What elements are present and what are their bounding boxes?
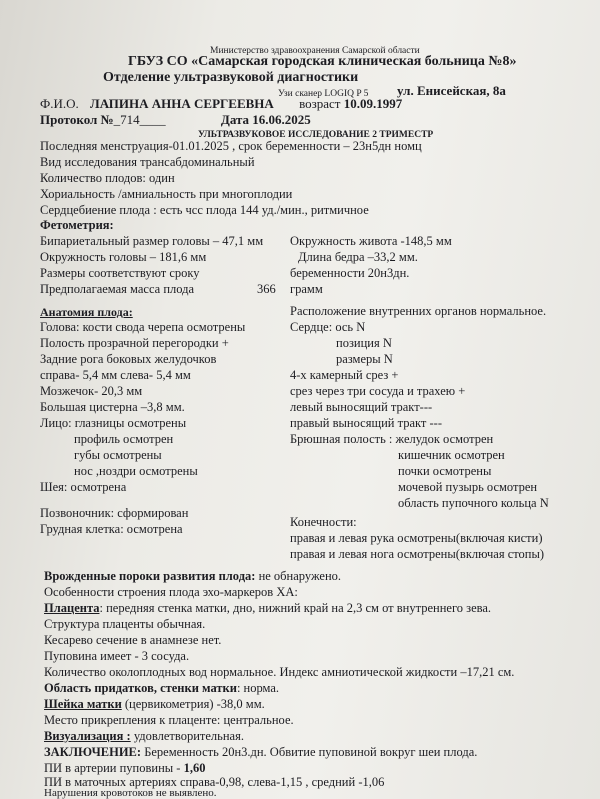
scanner-model: Узи сканер LOGIQ P 5: [278, 89, 369, 99]
patient-line: [40, 97, 402, 111]
placenta-line: [44, 601, 491, 615]
intro-line: Сердцебиение плода : есть чсс плода 144 уд./мин., ритмичное: [40, 203, 369, 217]
cesarean-line: Кесарево сечение в анамнезе нет.: [44, 633, 222, 647]
defects-label: Врожденные пороки развития плода:: [44, 569, 256, 583]
study-date: 16.06.2025: [252, 112, 311, 127]
protocol-number: _714____: [113, 112, 166, 127]
markers-line: Особенности строения плода эхо-маркеров ХА:: [44, 585, 298, 599]
anatomy-left: нос ,ноздри осмотрены: [74, 464, 198, 478]
adnexa-value: : норма.: [236, 681, 280, 695]
age-label: возраст: [299, 96, 341, 111]
intro-line: Хориальность /амниальность при многоплодии: [40, 187, 293, 201]
hospital-name: ГБУЗ СО «Самарская городская клиническая больница №8»: [128, 54, 517, 69]
anatomy-right: 4-х камерный срез +: [290, 368, 399, 382]
fetometry-left: Размеры соответствуют сроку: [40, 266, 200, 280]
anatomy-left: Полость прозрачной перегородки +: [40, 336, 229, 350]
adnexa-line: [44, 681, 279, 695]
anatomy-left: Грудная клетка: осмотрена: [40, 522, 183, 536]
cord-vessels: Пуповина имеет - 3 сосуда.: [44, 649, 190, 663]
cervix-line: [44, 697, 265, 711]
anatomy-left: Мозжечок- 20,3 мм: [40, 384, 143, 398]
protocol-label: Протокол №: [40, 112, 114, 127]
anatomy-right: правая и левая рука осмотрены(включая кисти): [290, 531, 543, 545]
patient-birthdate: 10.09.1997: [343, 96, 403, 111]
fetometry-right: грамм: [290, 282, 323, 296]
defects-line: [44, 569, 341, 583]
protocol-line: [40, 113, 311, 127]
date-label: Дата: [220, 112, 250, 127]
visualization-label: Визуализация :: [44, 729, 131, 743]
conclusion-line: [44, 745, 477, 759]
pi-cord-text: ПИ в артерии пуповины -: [44, 761, 181, 775]
anatomy-title: Анатомия плода:: [40, 305, 133, 319]
intro-line: Последняя менструация-01.01.2025 , срок беременности – 23н5дн номц: [40, 139, 422, 153]
visualization-value: удовлетворительная.: [133, 729, 244, 743]
fetometry-title: Фетометрия:: [40, 218, 114, 232]
anatomy-right: срез через три сосуда и трахею +: [290, 384, 466, 398]
fetometry-left: Предполагаемая масса плода: [40, 282, 195, 296]
anatomy-left: Голова: кости свода черепа осмотрены: [40, 320, 246, 334]
visualization-line: [44, 729, 244, 743]
anatomy-right: размеры N: [336, 352, 393, 366]
anatomy-left: губы осмотрены: [74, 448, 162, 462]
amniotic-fluid: Количество околоплодных вод нормальное. Индекс амниотической жидкости –17,21 см.: [44, 665, 515, 679]
fetometry-left: Окружность головы – 181,6 мм: [40, 250, 207, 264]
anatomy-right: кишечник осмотрен: [398, 448, 505, 462]
fio-label: Ф.И.О.: [40, 96, 79, 111]
anatomy-right: Сердце: ось N: [290, 320, 366, 334]
placenta-label: Плацента: [44, 601, 100, 615]
anatomy-left: Задние рога боковых желудочков: [40, 352, 217, 366]
fetometry-left: Бипариетальный размер головы – 47,1 мм: [40, 234, 264, 248]
anatomy-right: область пупочного кольца N: [398, 496, 549, 510]
pi-cord-line: [44, 761, 205, 775]
anatomy-right: почки осмотрены: [398, 464, 492, 478]
anatomy-right: Брюшная полость : желудок осмотрен: [290, 432, 494, 446]
anatomy-right: левый выносящий тракт---: [290, 400, 433, 414]
anatomy-right: позиция N: [336, 336, 392, 350]
pi-uterine-line: ПИ в маточных артериях справа-0,98, слева-1,15 , средний -1,06: [44, 775, 385, 789]
anatomy-left: справа- 5,4 мм слева- 5,4 мм: [40, 368, 191, 382]
blood-flow-line: Нарушения кровотоков не выявлено.: [44, 787, 217, 799]
conclusion-label: ЗАКЛЮЧЕНИЕ:: [44, 745, 142, 759]
cervix-value: (цервикометрия) -38,0 мм.: [124, 697, 265, 711]
hospital-address: ул. Енисейская, 8а: [397, 83, 506, 98]
fetal-weight: 366: [257, 282, 276, 296]
anatomy-right: правая и левая нога осмотрены(включая стопы): [290, 547, 545, 561]
anatomy-right: мочевой пузырь осмотрен: [398, 480, 538, 494]
anatomy-left: профиль осмотрен: [74, 432, 174, 446]
conclusion-value: Беременность 20н3.дн. Обвитие пуповиной вокруг шеи плода.: [144, 745, 478, 759]
department-name: Отделение ультразвуковой диагностики: [103, 70, 359, 85]
anatomy-right: правый выносящий тракт ---: [290, 416, 442, 430]
fetometry-right: беременности 20н3дн.: [290, 266, 410, 280]
anatomy-left: Лицо: глазницы осмотрены: [40, 416, 187, 430]
fetometry-right: Длина бедра –33,2 мм.: [298, 250, 418, 264]
anatomy-right: Расположение внутренних органов нормальное.: [290, 304, 547, 318]
placenta-value: : передняя стенка матки, дно, нижний край на 2,3 см от внутреннего зева.: [99, 601, 492, 615]
ministry-line: Министерство здравоохранения Самарской области: [210, 46, 420, 56]
intro-line: Вид исследования трансабдоминальный: [40, 155, 255, 169]
attachment-line: Место прикрепления к плаценте: центральное.: [44, 713, 294, 727]
defects-value: не обнаружено.: [258, 569, 342, 583]
anatomy-left: Большая цистерна –3,8 мм.: [40, 400, 185, 414]
fetometry-right: Окружность живота -148,5 мм: [290, 234, 452, 248]
anatomy-left: Позвоночник: сформирован: [40, 506, 189, 520]
intro-line: Количество плодов: один: [40, 171, 175, 185]
placenta-structure: Структура плаценты обычная.: [44, 617, 206, 631]
study-title: УЛЬТРАЗВУКОВОЕ ИССЛЕДОВАНИЕ 2 ТРИМЕСТР: [198, 130, 434, 140]
pi-cord-value: 1,60: [183, 761, 206, 775]
anatomy-left: Шея: осмотрена: [40, 480, 127, 494]
patient-name: ЛАПИНА АННА СЕРГЕЕВНА: [90, 96, 274, 111]
cervix-label: Шейка матки: [44, 697, 122, 711]
limbs-title: Конечности:: [290, 515, 357, 529]
adnexa-label: Область придатков, стенки матки: [44, 681, 237, 695]
